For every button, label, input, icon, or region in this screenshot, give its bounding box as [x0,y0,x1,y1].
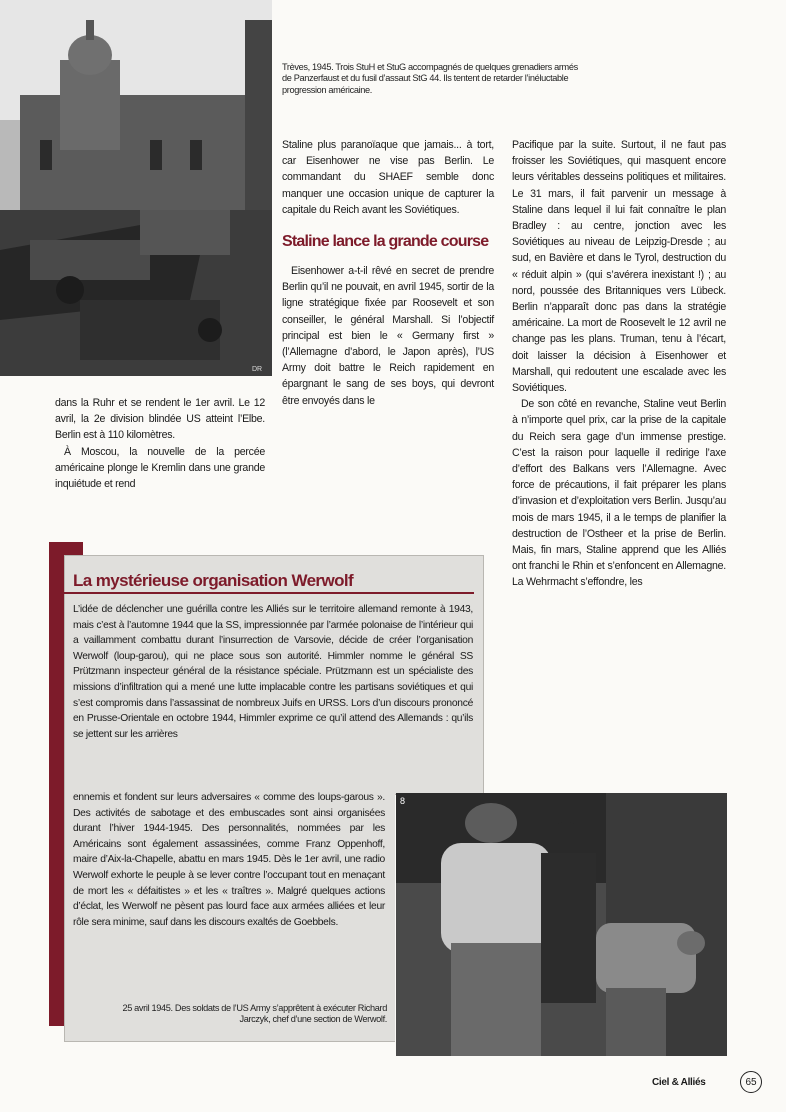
paragraph: De son côté en revanche, Staline veut Berlin à n’importe quel prix, car la prise de la capitale du Reich sera gage d’un immense prestige. C’est la raison pour laquelle il redirige l’axe d’effort des Balkans vers l’Allemagne. Avec force de précautions, il fait préparer les plans d’invasion et d’exploitation vers Berlin. Jusqu’au mois de mars 1945, il a le temps de planifier la destruction de l’Ostheer et la prise de Berlin. Mais, fin mars, Staline apprend que les Alliés ont franchi le Rhin et s’enfoncent en Allemagne. La Wehrmacht s’effondre, les [512,398,726,589]
paragraph: Pacifique par la suite. Surtout, il ne faut pas froisser les Soviétiques, qui masquent encore leurs véritables desseins politiques et militaires. Le 31 mars, il fait parvenir un message à Staline dans lequel il lui fait connaître le plan Bradley : au centre, jonction avec les Soviétiques au niveau de Leipzig-Dresde ; au sud, en Bavière et dans le Tyrol, destruction du « réduit alpin » (qui s’avérera inexistant !) ; au nord, poussée des Britanniques vers Lübeck. Berlin n’apparaît donc pas dans la stratégie américaine. La mort de Roosevelt le 12 avril ne change pas les plans. Truman, tenu à l’écart, doit laisser la décision à Eisenhower et Marshall, qui redoutent une escalade avec les Soviétiques. [512,139,726,395]
section-heading: Staline lance la grande course [282,233,489,251]
text-column-middle [282,137,494,409]
caption-photo-execution: 25 avril 1945. Des soldats de l’US Army s’apprêtent à exécuter Richard Jarczyk, chef d’une section de Werwolf. [122,1003,387,1025]
text-column-left [55,395,265,492]
box-text-lower [73,790,385,930]
paragraph: Staline plus paranoïaque que jamais... à tort, car Eisenhower ne vise pas Berlin. Le commandant du SHAEF semble donc manquer une occasion unique de capturer la capitale du Reich avant les Soviétiques. [282,139,494,216]
box-title: La mystérieuse organisation Werwolf [64,568,474,594]
caption-photo-church: Trèves, 1945. Trois StuH et StuG accompagnés de quelques grenadiers armés de Panzerfaust et du fusil d’assaut StG 44. Ils tentent de retarder l’inéluctable progression américaine. [282,62,578,95]
photo-church-tanks [0,0,272,376]
paragraph: Eisenhower a-t-il rêvé en secret de prendre Berlin qu’il ne pouvait, en avril 1945, sortir de la ligne stratégique fixée par Roosevelt et son conseiller, le général Marshall. Si l’objectif principal est bien le « Germany first » (l’Allemagne d’abord, le Japon après), l’US Army doit battre le Reich rapidement en épargnant le sang de ses boys, qui devront être envoyés dans le [282,265,494,407]
photo-number: 8 [400,796,406,806]
photo-credit: DR [252,366,263,373]
photo-soldiers-illustration [396,793,727,1056]
box-text-upper [73,602,473,742]
text-column-right [512,137,726,591]
footer-brand: Ciel & Alliés [652,1077,706,1088]
page-number: 65 [740,1071,762,1093]
paragraph: dans la Ruhr et se rendent le 1er avril. Le 12 avril, la 2e division blindée US atteint l’Elbe. Berlin est à 110 kilomètres. [55,397,265,442]
paragraph: L’idée de déclencher une guérilla contre les Alliés sur le territoire allemand remonte à 1943, mais c’est à l’automne 1944 que la SS, impressionnée par l’armée polonaise de l’intérieur qui a vaillamment combattu durant l’insurrection de Varsovie, décide de créer l’organisation Werwolf (loup-garou), qui ne place sous son autorité. Himmler nomme le général SS Prützmann inspecteur général de la résistance spéciale. Prützmann est un spécialiste des missions d’infiltration qui a mené une lutte implacable contre les partisans soviétiques et qui s’est compromis dans l’assassinat de nombreux Juifs en URSS. Lors d’un discours prononcé en Prusse-Orientale en octobre 1944, Himmler exprime ce qu’il attend des Allemands : qu’ils se jettent sur les arrières [73,604,473,740]
paragraph: ennemis et fondent sur leurs adversaires « comme des loups-garous ». Des activités de sabotage et des embuscades sont ainsi organisées durant l’hiver 1944-1945. Des personnalités, nommées par les Américains sont également assassinées, comme Franz Oppenhoff, maire d’Aix-la-Chapelle, abattu en mars 1945. Dès le 1er avril, une radio Werwolf exhorte le peuple à se lever contre l’occupant tout en menaçant de mort les « défaitistes » et les « traîtres ». Malgré quelques actions d’éclat, les Werwolf ne pèsent pas lourd face aux armées alliées et leur rôle sera minime, sauf dans les discours exaltés de Goebbels. [73,792,385,928]
photo-soldiers-execution [396,793,727,1056]
paragraph: À Moscou, la nouvelle de la percée américaine plonge le Kremlin dans une grande inquiétude et rend [55,445,265,491]
photo-church-tanks-illustration [0,0,272,376]
